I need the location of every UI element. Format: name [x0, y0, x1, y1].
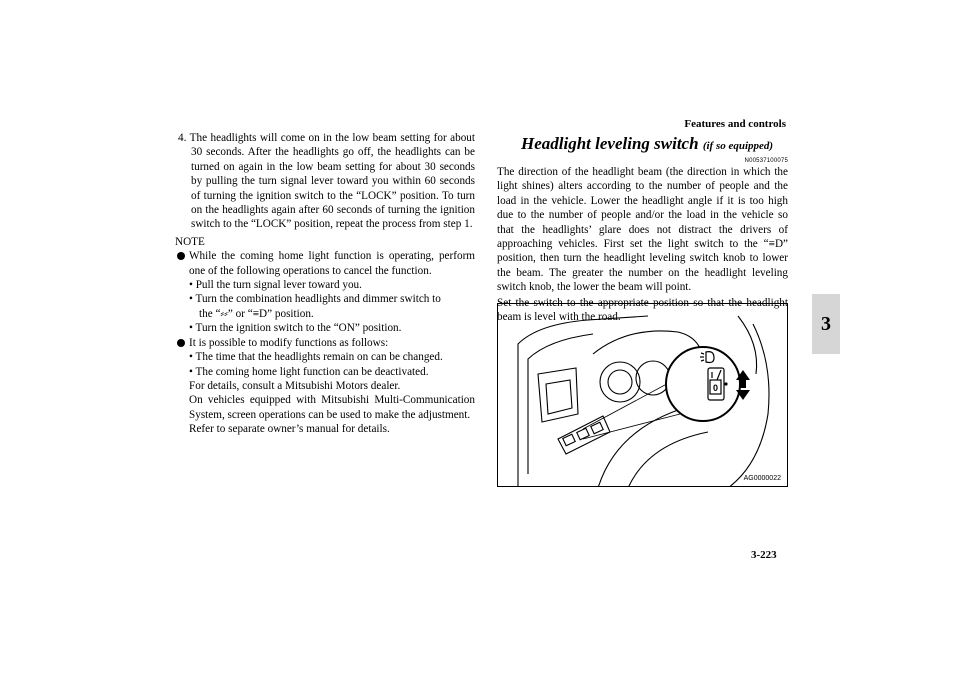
page-header-title: Features and controls	[684, 118, 786, 130]
note-item-2-para-1: For details, consult a Mitsubishi Motors dealer.	[189, 379, 401, 392]
section-paragraph-1: The direction of the headlight beam (the direction in which the light shines) alters according to the number of people and the load in the vehicle. Lower the headlight angle if it is too high due to the number of people and/or the load in the vehicle so that the headlights’ glare does not distract the drivers of approaching vehicles. First set the light switch to the “≡D” position, then turn the headlight leveling switch knob to lower the beam. The greater the number on the headlight leveling switch knob, the lower the beam will point.	[497, 166, 788, 294]
step-number: 4.	[178, 132, 187, 144]
step-text: The headlights will come on in the low beam setting for about 30 seconds. After the headlights go off, the headlights can be turned on again in the low beam setting for about 30 seconds by pulling the turn signal lever toward you within 60 seconds of turning the ignition switch to the “LOCK” position. To turn on the headlights again after 60 seconds of turning the ignition switch to the “LOCK” position, repeat the process from step 1.	[189, 132, 475, 231]
bullet-dot-icon	[177, 339, 185, 347]
bullet-dot-icon	[177, 252, 185, 260]
note-heading: NOTE	[175, 235, 205, 248]
note-item-1-sub-3: • Turn the ignition switch to the “ON” position.	[189, 322, 402, 335]
knob-number: 0	[713, 383, 719, 393]
page-number: 3-223	[751, 549, 777, 561]
note-item-2-text: It is possible to modify functions as follows:	[189, 336, 389, 349]
note-item-2-para-2: On vehicles equipped with Mitsubishi Multi-Communication System, screen operations can be used to make the adjustment.	[189, 394, 475, 421]
section-ref-code: N00537100075	[744, 158, 788, 164]
step-4	[175, 131, 475, 232]
note-item-1-sub-2: • Turn the combination headlights and dimmer switch to	[189, 293, 441, 306]
dashboard-illustration	[498, 304, 788, 487]
note-item-1-text: While the coming home light function is operating, perform one of the following operations to cancel the function.	[189, 250, 475, 277]
note-item-2	[175, 336, 475, 437]
section-title-main: Headlight leveling switch	[521, 134, 699, 153]
zoom-circle	[666, 347, 740, 421]
section-title-suffix: (if so equipped)	[702, 140, 774, 152]
right-column	[497, 135, 788, 324]
figure-code: AG0000022	[743, 475, 781, 482]
note-item-2-sub-1: • The time that the headlights remain on can be changed.	[189, 351, 443, 364]
note-item-1-sub-2-cont: the “⸗⸗” or “≡D” position.	[199, 307, 314, 320]
section-paragraph-2: Set the switch to the appropriate position so that the headlight beam is level with the road.	[497, 296, 788, 324]
note-item-2-para-3: Refer to separate owner’s manual for details.	[189, 423, 390, 436]
chapter-tab: 3	[812, 294, 840, 354]
section-title	[521, 135, 788, 155]
left-column	[175, 131, 475, 437]
note-item-1	[175, 249, 475, 335]
note-item-1-sub-1: • Pull the turn signal lever toward you.	[189, 279, 362, 292]
note-item-2-sub-2: • The coming home light function can be deactivated.	[189, 365, 429, 378]
headlight-leveling-figure	[497, 303, 788, 487]
